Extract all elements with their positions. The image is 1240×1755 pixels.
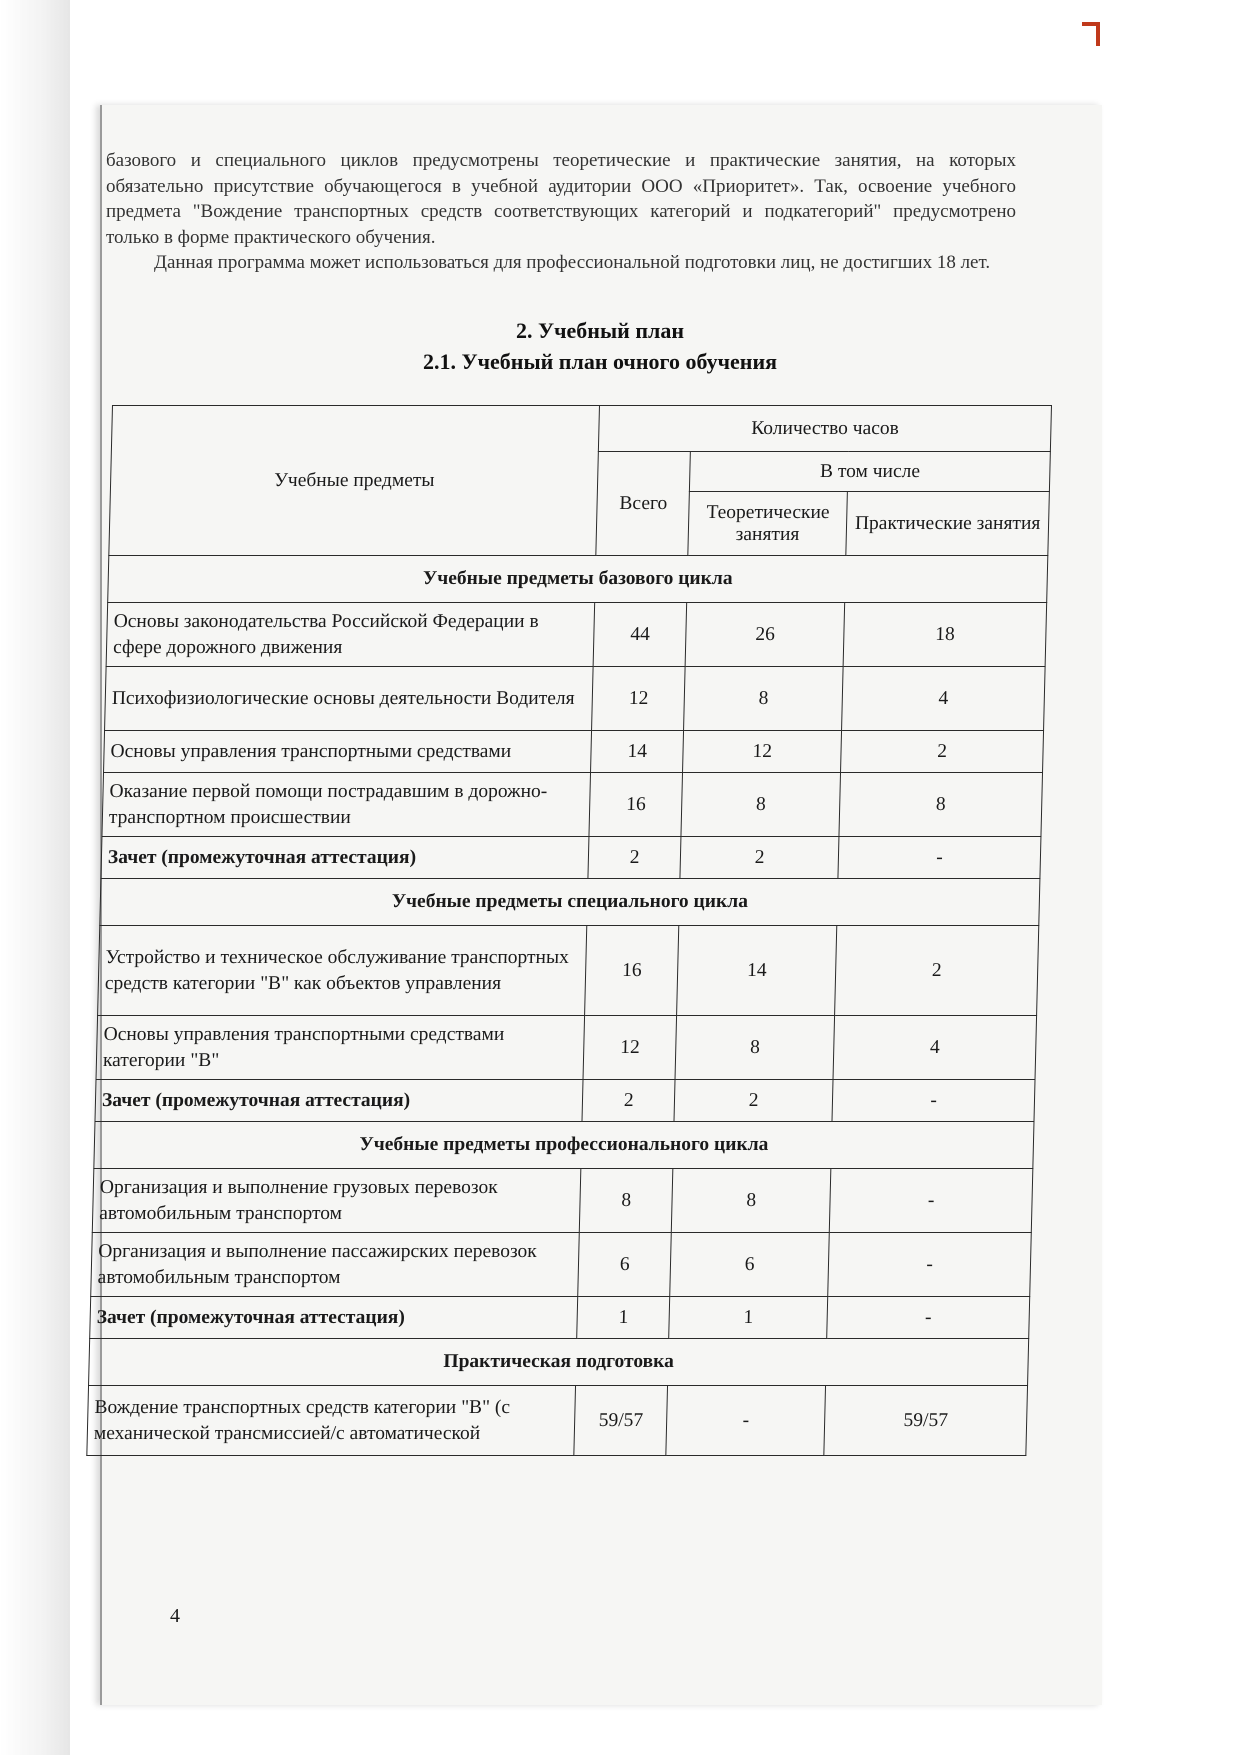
section-title: Учебные предметы профессионального цикла bbox=[94, 1122, 1034, 1169]
table-row bbox=[102, 773, 1043, 837]
total-hours: 6 bbox=[578, 1233, 671, 1297]
total-hours: 2 bbox=[582, 1080, 675, 1122]
total-hours: 14 bbox=[591, 731, 684, 773]
subject-name: Основы законодательства Российской Федерации в сфере дорожного движения bbox=[106, 603, 595, 667]
table-row bbox=[98, 926, 1039, 1016]
subject-name: Зачет (промежуточная аттестация) bbox=[90, 1297, 578, 1339]
section-row bbox=[108, 556, 1048, 603]
practice-hours: 2 bbox=[841, 731, 1044, 773]
theory-hours: 8 bbox=[675, 1016, 835, 1080]
section-heading: 2. Учебный план bbox=[515, 318, 685, 343]
theory-hours: 6 bbox=[670, 1233, 830, 1297]
intro-paragraph-2: Данная программа может использоваться для профессиональной подготовки лиц, не достигших 18 лет. bbox=[154, 252, 991, 273]
theory-hours: 8 bbox=[671, 1169, 831, 1233]
intro-paragraph-1: базового и специального циклов предусмотрены теоретические и практические занятия, на которых обязательно присутствие обучающегося в учебной аудитории ООО «Приоритет». Так, освоение учебного предмета "Вождение транспортных средств соответствующих категорий и подкатегорий" предусмотрено только в форме практического обучения. bbox=[106, 150, 1016, 248]
practice-hours: 59/57 bbox=[824, 1386, 1028, 1456]
table-row bbox=[91, 1233, 1032, 1297]
theory-hours: 8 bbox=[684, 667, 844, 731]
practice-hours: 2 bbox=[835, 926, 1039, 1016]
total-hours: 16 bbox=[585, 926, 679, 1016]
theory-hours: - bbox=[666, 1386, 826, 1456]
subject-name: Зачет (промежуточная аттестация) bbox=[95, 1080, 583, 1122]
table-row bbox=[90, 1297, 1030, 1339]
header-theory: Теоретические занятия bbox=[688, 492, 848, 556]
total-hours: 16 bbox=[589, 773, 682, 837]
theory-hours: 2 bbox=[680, 837, 839, 879]
table-row bbox=[105, 667, 1046, 731]
intro-text bbox=[106, 148, 1016, 276]
total-hours: 1 bbox=[577, 1297, 670, 1339]
curriculum-table bbox=[86, 405, 1052, 1456]
table-row bbox=[87, 1386, 1028, 1456]
section-row bbox=[100, 879, 1040, 926]
practice-hours: - bbox=[829, 1169, 1032, 1233]
header-subjects: Учебные предметы bbox=[109, 406, 600, 556]
practice-hours: - bbox=[828, 1233, 1031, 1297]
header-practice: Практические занятия bbox=[846, 492, 1049, 556]
practice-hours: 4 bbox=[833, 1016, 1036, 1080]
theory-hours: 2 bbox=[674, 1080, 833, 1122]
header-including: В том числе bbox=[690, 452, 1051, 492]
total-hours: 12 bbox=[583, 1016, 676, 1080]
practice-hours: 8 bbox=[839, 773, 1042, 837]
subject-name: Основы управления транспортными средствами категории "В" bbox=[96, 1016, 585, 1080]
total-hours: 44 bbox=[593, 603, 686, 667]
subject-name: Организация и выполнение пассажирских перевозок автомобильным транспортом bbox=[91, 1233, 580, 1297]
table-row bbox=[92, 1169, 1033, 1233]
header-total: Всего bbox=[596, 452, 690, 556]
table-row bbox=[95, 1080, 1035, 1122]
section-row bbox=[89, 1339, 1029, 1386]
table-row bbox=[96, 1016, 1037, 1080]
subject-name: Организация и выполнение грузовых перевозок автомобильным транспортом bbox=[92, 1169, 581, 1233]
scan-edge bbox=[0, 0, 70, 1755]
section-title: Практическая подготовка bbox=[89, 1339, 1029, 1386]
total-hours: 8 bbox=[580, 1169, 673, 1233]
practice-hours: - bbox=[832, 1080, 1035, 1122]
theory-hours: 1 bbox=[669, 1297, 828, 1339]
practice-hours: 18 bbox=[843, 603, 1046, 667]
total-hours: 2 bbox=[588, 837, 681, 879]
subject-name: Зачет (промежуточная аттестация) bbox=[101, 837, 589, 879]
theory-hours: 8 bbox=[681, 773, 841, 837]
table-row bbox=[106, 603, 1047, 667]
corner-mark bbox=[1082, 22, 1100, 46]
practice-hours: - bbox=[838, 837, 1041, 879]
subject-name: Основы управления транспортными средствами bbox=[104, 731, 592, 773]
theory-hours: 12 bbox=[683, 731, 842, 773]
subject-name: Оказание первой помощи пострадавшим в дорожно-транспортном происшествии bbox=[102, 773, 591, 837]
total-hours: 59/57 bbox=[574, 1386, 668, 1456]
table-row bbox=[101, 837, 1041, 879]
theory-hours: 26 bbox=[685, 603, 845, 667]
subject-name: Устройство и техническое обслуживание транспортных средств категории "В" как объектов управления bbox=[98, 926, 587, 1016]
total-hours: 12 bbox=[592, 667, 685, 731]
subject-name: Вождение транспортных средств категории "В" (с механической трансмиссией/с автоматической bbox=[87, 1386, 576, 1456]
subsection-heading: 2.1. Учебный план очного обучения bbox=[422, 349, 778, 374]
header-hours: Количество часов bbox=[599, 406, 1052, 452]
section-row bbox=[94, 1122, 1034, 1169]
subject-name: Психофизиологические основы деятельности Водителя bbox=[105, 667, 594, 731]
practice-hours: 4 bbox=[842, 667, 1045, 731]
table-row bbox=[104, 731, 1044, 773]
section-title: Учебные предметы специального цикла bbox=[100, 879, 1040, 926]
practice-hours: - bbox=[827, 1297, 1030, 1339]
section-title: Учебные предметы базового цикла bbox=[108, 556, 1048, 603]
page-number: 4 bbox=[170, 1605, 180, 1627]
theory-hours: 14 bbox=[677, 926, 837, 1016]
